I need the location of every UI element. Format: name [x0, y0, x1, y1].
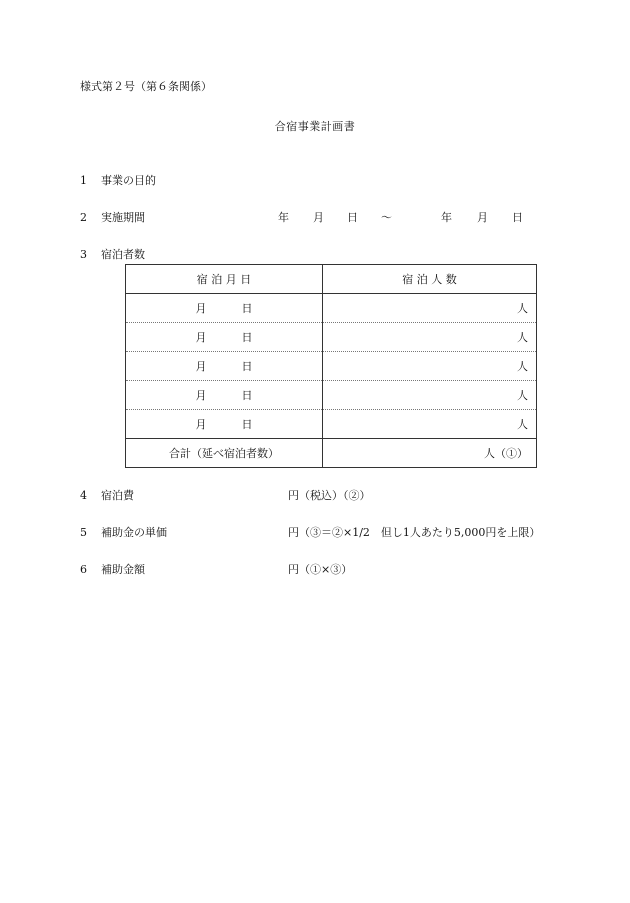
section-number-5: 5 — [80, 526, 87, 539]
period-start-month: 月 — [313, 211, 324, 224]
period-end-month: 月 — [477, 211, 488, 224]
period-end-day: 日 — [512, 211, 523, 224]
unit-price-value: 円（③＝②×1/2 但し1人あたり5,000円を上限） — [288, 526, 541, 539]
month-label: 月 — [195, 389, 207, 402]
table-row — [126, 381, 537, 410]
section-label-subsidy: 補助金額 — [101, 563, 145, 576]
people-cell: 人 — [323, 352, 537, 381]
table-total-row — [126, 439, 537, 468]
people-cell: 人 — [323, 410, 537, 439]
period-end-year: 年 — [441, 211, 452, 224]
day-label: 日 — [241, 360, 253, 373]
stay-date-cell — [126, 410, 323, 439]
period-tilde: ～ — [381, 211, 392, 224]
month-label: 月 — [195, 360, 207, 373]
table-row — [126, 294, 537, 323]
section-label-unit-price: 補助金の単価 — [101, 526, 167, 539]
day-label: 日 — [241, 389, 253, 402]
people-cell: 人 — [323, 294, 537, 323]
section-number-2: 2 — [80, 211, 87, 224]
month-label: 月 — [195, 302, 207, 315]
people-cell: 人 — [323, 381, 537, 410]
stay-table-header-row — [126, 265, 537, 294]
stay-date-cell — [126, 381, 323, 410]
month-label: 月 — [195, 418, 207, 431]
month-label: 月 — [195, 331, 207, 344]
form-number: 様式第２号（第６条関係） — [80, 80, 212, 93]
period-start-year: 年 — [278, 211, 289, 224]
section-number-6: 6 — [80, 563, 87, 576]
period-start-day: 日 — [347, 211, 358, 224]
section-number-1: 1 — [80, 174, 87, 187]
section-label-period: 実施期間 — [101, 211, 145, 224]
total-value: 人（①） — [323, 439, 537, 468]
subsidy-value: 円（①×③） — [288, 563, 353, 576]
stay-date-cell — [126, 352, 323, 381]
day-label: 日 — [241, 418, 253, 431]
header-stay-date: 宿 泊 月 日 — [126, 265, 323, 294]
section-label-lodging-fee: 宿泊費 — [101, 489, 134, 502]
stay-date-cell — [126, 323, 323, 352]
lodging-fee-value: 円（税込）（②） — [288, 489, 371, 502]
page-title: 合宿事業計画書 — [274, 120, 356, 133]
stay-date-cell — [126, 294, 323, 323]
day-label: 日 — [241, 302, 253, 315]
total-label: 合計（延べ宿泊者数） — [126, 439, 323, 468]
table-row — [126, 352, 537, 381]
people-cell: 人 — [323, 323, 537, 352]
stay-table — [125, 264, 537, 468]
header-stay-count: 宿 泊 人 数 — [323, 265, 537, 294]
section-number-3: 3 — [80, 248, 87, 261]
table-row — [126, 323, 537, 352]
day-label: 日 — [241, 331, 253, 344]
section-label-purpose: 事業の目的 — [101, 174, 156, 187]
section-label-guests: 宿泊者数 — [101, 248, 145, 261]
table-row — [126, 410, 537, 439]
section-number-4: 4 — [80, 489, 87, 502]
